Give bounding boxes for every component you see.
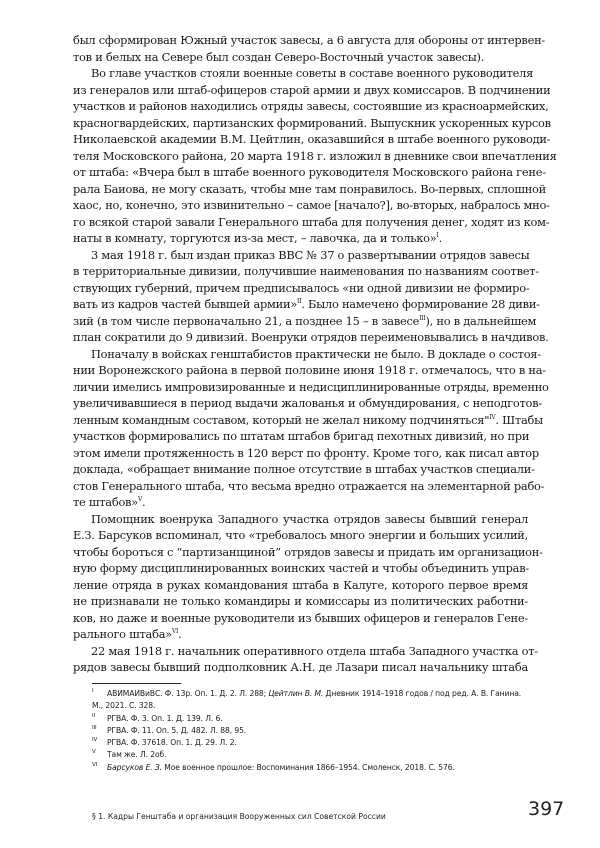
footnote (92, 713, 532, 725)
footnote (92, 762, 532, 774)
footnote-ref: VI (171, 628, 179, 635)
text-line: тов и белых на Севере был создан Северо-Восточный участок завесы). (73, 49, 485, 64)
text-line: зий (в том числе первоначально 21, а позднее 15 – в завесе$^{III}$), но в дальнейшем (73, 313, 537, 328)
text-line: участков формировались по штатам штабов бригад пехотных дивизий, но при (73, 429, 530, 443)
paragraph (73, 65, 557, 247)
body-text (73, 32, 557, 676)
text-line: 22 мая 1918 г. начальник оперативного отдела штаба Западного участка от- (91, 643, 538, 658)
text-line: план сократили до 9 дивизий. Военруки отрядов переименовывались в начдивов. (73, 330, 549, 344)
paragraph (73, 643, 538, 676)
text-line: чтобы бороться с “партизанщиной” отрядов завесы и придать им организацион- (73, 544, 543, 559)
text-line: Помощник военрука Западного участка отрядов завесы бывший генерал (91, 511, 528, 526)
text-line: в территориальные дивизии, получившие наименования по названиям соответ- (73, 264, 539, 278)
text-line: хаос, но, конечно, это извинительно – самое [начало?], во-вторых, набралось мно- (73, 198, 550, 212)
text-line: ков, но даже и военные руководители из бывших офицеров и генералов Гене- (73, 610, 528, 625)
footnote-text: РГВА. Ф. 3. Оп. 1. Д. 139. Л. 6. (107, 713, 223, 723)
text-line: этом имели протяженность в 120 верст по фронту. Кроме того, как писал автор (73, 445, 539, 460)
text-line: Николаевской академии В.М. Цейтлин, оказавшийся в штабе военного руководи- (73, 132, 551, 146)
text-line: теля Московского района, 20 марта 1918 г. изложил в дневнике свои впечатления (73, 148, 557, 163)
footnote-text: РГВА. Ф. 11. Оп. 5. Д. 482. Л. 88, 95. (107, 725, 247, 735)
footnote-text: Там же. Л. 2об. (107, 750, 167, 760)
text-line: увеличивавшиеся в период выдачи жалованья и обмундирования, с неподготов- (73, 396, 542, 410)
paragraph (73, 346, 549, 511)
footnote-mark: I (92, 688, 94, 694)
text-line: ную форму дисциплинированных воинских частей и чтобы объединить управ- (73, 561, 529, 575)
text-line: Е.З. Барсуков вспоминал, что «требовалось много энергии и больших усилий, (73, 528, 528, 542)
footnote (92, 737, 532, 749)
text-line: нии Воронежского района в первой половине июня 1918 г. отмечалось, что в на- (73, 363, 546, 377)
text-line: те штабов»$^V$. (73, 495, 146, 509)
text-line: личии имелись импровизированные и недисциплинированные отряды, временно (73, 379, 549, 394)
text-line: 3 мая 1918 г. был издан приказ ВВС № 37 о развертывании отрядов завесы (91, 247, 530, 262)
page-number: 397 (528, 798, 565, 820)
footnotes (92, 688, 532, 774)
text-line: участков и районов находились отряды завесы, состоявшие из красноармейских, (73, 99, 549, 113)
text-line: го всякой старой завали Генерального штаба для получения денег, ходят из ком- (73, 214, 550, 229)
footnote-mark: V (92, 749, 96, 756)
text-line: рального штаба»$^{VI}$. (73, 627, 182, 641)
footnote-ref: I (436, 232, 439, 239)
running-footer-title: § 1. Кадры Генштаба и организация Вооруженных сил Советской России (92, 812, 386, 821)
paragraph (73, 247, 549, 346)
text-line: рала Баиова, не могу сказать, чтобы мне там понравилось. Во-первых, сплошной (73, 181, 546, 196)
footnote-text: АВИМАИВиВС. Ф. 13р. Оп. 1. Д. 2. Л. 288; Цейтлин В. М. Дневник 1914–1918 годов / под ред. А. В. Ганина. М., 2021. С. 328. (92, 689, 522, 711)
text-line: ленным командным составом, который не желал никому подчиняться"$^{IV}$. Штабы (73, 412, 543, 427)
paragraph (73, 32, 546, 65)
text-line: был сформирован Южный участок завесы, а 6 августа для обороны от интервен- (73, 33, 546, 47)
text-line: красногвардейских, партизанских формирований. Выпускник ускоренных курсов (73, 115, 551, 130)
text-line: ление отряда в руках командования штаба в Калуге, которого первое время (73, 577, 528, 592)
footnote-mark: II (92, 712, 96, 719)
text-line: наты в комнату, торгуются из-за мест, – лавочка, да и только»$^I$. (73, 231, 442, 245)
footnote (92, 688, 532, 713)
footnote-mark: VI (92, 761, 98, 768)
footnote-text: РГВА. Ф. 37618. Оп. 1. Д. 29. Л. 2. (107, 738, 237, 748)
text-line: ствующих губерний, причем предписывалось «ни одной дивизии не формиро- (73, 280, 530, 295)
footnote (92, 725, 532, 737)
footnote-author: Барсуков Е. З. (107, 762, 162, 772)
text-line: от штаба: «Вчера был в штабе военного руководителя Московского района гене- (73, 165, 546, 179)
footnote-ref: II (297, 298, 302, 305)
footnote-text: Барсуков Е. З. Мое военное прошлое: Воспоминания 1866–1954. Смоленск, 2018. С. 576. (107, 762, 455, 772)
footnote-ref: V (137, 496, 143, 503)
footnote-author: Цейтлин В. М. (268, 689, 324, 698)
text-line: не признавали не только командиры и комиссары из политических работни- (73, 594, 528, 608)
text-line: Поначалу в войсках генштабистов практически не было. В докладе о состоя- (91, 346, 541, 361)
footnote (92, 749, 532, 761)
paragraph (73, 511, 543, 643)
footnote-ref: IV (489, 413, 496, 421)
text-line: стов Генерального штаба, что весьма вредно отражается на элементарной рабо- (73, 478, 545, 493)
text-line: из генералов или штаб-офицеров старой армии и двух комиссаров. В подчинении (73, 82, 551, 97)
text-line: вать из кадров частей бывшей армии»$^{II}$. Было намечено формирование 28 диви- (73, 297, 540, 311)
footnote-mark: IV (92, 737, 98, 744)
footnote-mark: III (92, 724, 97, 731)
footnote-ref: III (419, 314, 426, 322)
footnote-divider (92, 683, 181, 684)
text-line: доклада, «обращает внимание полное отсутствие в штабах участков специали- (73, 462, 535, 476)
text-line: рядов завесы бывший подполковник А.Н. де Лазари писал начальнику штаба (73, 660, 528, 674)
text-line: Во главе участков стояли военные советы в составе военного руководителя (91, 66, 534, 80)
